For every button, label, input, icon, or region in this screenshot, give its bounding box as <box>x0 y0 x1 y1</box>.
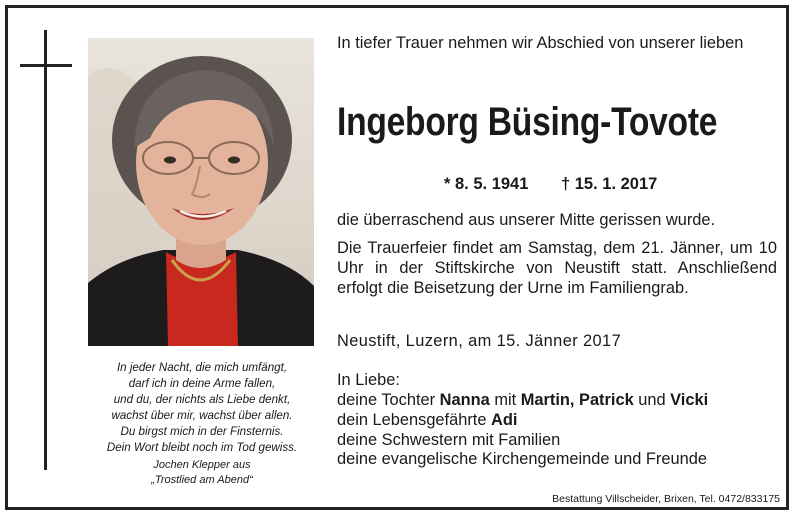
poem <box>78 360 326 456</box>
intro-text: In tiefer Trauer nehmen wir Abschied von unserer lieben <box>337 34 744 52</box>
poem-line: Dein Wort bleibt noch im Tod gewiss. <box>106 441 298 454</box>
poem-line: Du birgst mich in der Finsternis. <box>120 425 284 438</box>
place-date: Neustift, Luzern, am 15. Jänner 2017 <box>337 332 622 350</box>
birth-date: * 8. 5. 1941 <box>444 175 529 193</box>
poem-line: und du, der nichts als Liebe denkt, <box>113 393 291 406</box>
surprise-line: die überraschend aus unserer Mitte gerissen wurde. <box>337 211 716 229</box>
deceased-name: Ingeborg Büsing-Tovote <box>337 100 718 144</box>
ceremony-text: Die Trauerfeier findet am Samstag, dem 21. Jänner, um 10 Uhr in der Stiftskirche von Neustift statt. Anschließend erfolgt die Beisetzung der Urne im Familiengrab. <box>337 239 777 297</box>
life-dates <box>444 174 657 194</box>
poem-line: wachst über mir, wachst über allen. <box>111 409 293 422</box>
mourner-line: dein Lebensgefährte Adi <box>337 410 518 429</box>
death-date: † 15. 1. 2017 <box>561 175 658 193</box>
poem-line: darf ich in deine Arme fallen, <box>128 377 276 390</box>
poem-attribution <box>78 458 326 488</box>
poem-source: „Trostlied am Abend“ <box>151 474 253 486</box>
poem-line: In jeder Nacht, die mich umfängt, <box>116 361 288 374</box>
mourner-line: deine evangelische Kirchengemeinde und Freunde <box>337 450 707 469</box>
funeral-home-footer: Bestattung Villscheider, Brixen, Tel. 0472/833175 <box>552 493 780 505</box>
in-love-heading: In Liebe: <box>337 371 400 389</box>
poem-author: Jochen Klepper aus <box>153 459 251 471</box>
mourners-list <box>337 391 777 470</box>
cross-icon-bar <box>20 64 72 67</box>
portrait-photo <box>88 38 314 346</box>
cross-icon <box>44 30 47 470</box>
mourner-line: deine Tochter Nanna mit Martin, Patrick und Vicki <box>337 391 709 409</box>
mourner-line: deine Schwestern mit Familien <box>337 430 561 449</box>
